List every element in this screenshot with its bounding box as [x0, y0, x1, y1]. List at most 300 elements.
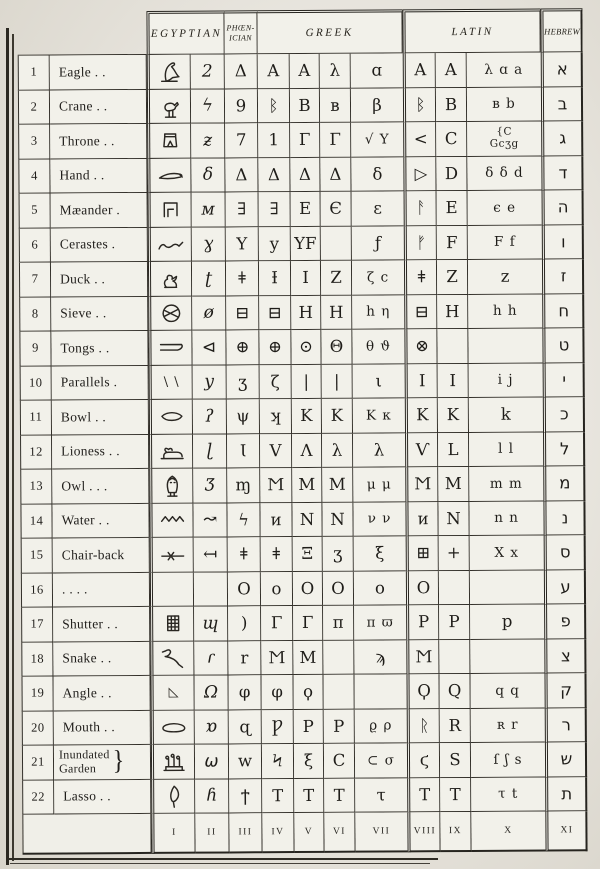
glyph-cell	[151, 779, 195, 814]
glyph-cell: <	[403, 122, 436, 157]
glyph-cell	[323, 675, 354, 710]
glyph-cell: z	[468, 260, 542, 295]
glyph-cell: ח	[542, 294, 584, 329]
table-corner-blank	[17, 11, 146, 56]
row-name-brace: }	[112, 746, 125, 777]
row-number: 3	[18, 125, 50, 160]
glyph-cell: ƒ	[352, 226, 404, 261]
mouth-hieroglyph-icon	[157, 712, 191, 741]
glyph-cell: є e	[468, 191, 542, 226]
row-name	[50, 158, 147, 193]
row-number: 8	[19, 297, 51, 332]
glyph-cell: ϙ	[293, 675, 323, 710]
row-name-label: Water . .	[61, 512, 110, 528]
glyph-cell: ∃	[226, 192, 259, 227]
glyph-cell: M	[438, 467, 469, 502]
row-name-label: Mæander .	[59, 201, 121, 218]
column-numeral: VI	[324, 813, 355, 853]
column-numeral: VIII	[407, 812, 440, 852]
row-name-label: Inundated Garden	[58, 747, 110, 776]
glyph-cell: I	[405, 364, 438, 399]
glyph-cell: τ t	[471, 777, 545, 812]
glyph-cell: q q	[470, 674, 544, 709]
glyph-cell: ɰ	[194, 606, 228, 641]
row-name	[54, 745, 151, 780]
column-numeral: XI	[545, 811, 587, 851]
glyph-cell: ᚠ	[404, 226, 437, 261]
maeander-hieroglyph-icon	[154, 195, 188, 224]
row-name-label: Mouth . .	[62, 719, 116, 735]
glyph-cell: ⊟	[404, 295, 437, 330]
glyph-cell: T	[440, 777, 471, 812]
glyph-cell	[150, 538, 194, 573]
glyph-cell: B	[290, 88, 320, 123]
glyph-cell: E	[291, 192, 321, 227]
glyph-cell: N	[322, 502, 353, 537]
glyph-cell: ϡ	[354, 640, 406, 675]
glyph-cell: ǂ	[226, 261, 259, 296]
glyph-cell: P	[439, 605, 470, 640]
glyph-cell: ɑ	[351, 53, 403, 88]
glyph-cell: l l	[469, 432, 543, 467]
glyph-cell: מ	[543, 466, 585, 501]
glyph-cell: Ʒ	[193, 468, 227, 503]
glyph-cell: Ѵ	[405, 433, 438, 468]
glyph-cell: θ ϑ	[352, 329, 404, 364]
column-numeral: V	[294, 813, 324, 853]
glyph-cell: {C Gcʒg	[467, 122, 541, 157]
glyph-cell: y	[193, 365, 227, 400]
glyph-cell: ɾ	[194, 641, 228, 676]
row-number: 10	[20, 366, 52, 401]
glyph-cell: λ	[320, 54, 351, 89]
glyph-cell: ט	[542, 328, 584, 363]
glyph-cell: Z	[437, 260, 468, 295]
glyph-cell: w	[229, 744, 262, 779]
glyph-cell: Q	[439, 674, 470, 709]
glyph-cell: ᚨ	[404, 191, 437, 226]
glyph-cell: ◺	[150, 676, 194, 711]
glyph-cell: I	[291, 261, 321, 296]
glyph-cell: Γ	[293, 606, 323, 641]
glyph-cell	[354, 674, 406, 709]
water-hieroglyph-icon	[155, 505, 189, 534]
glyph-cell: ש	[545, 742, 587, 777]
column-numeral: III	[229, 813, 262, 853]
glyph-cell	[150, 641, 194, 676]
row-number: 21	[22, 746, 54, 781]
glyph-cell: ᛒ	[258, 89, 290, 124]
glyph-cell: h η	[352, 295, 404, 330]
glyph-cell: M	[322, 468, 353, 503]
glyph-cell: T	[294, 778, 324, 813]
glyph-cell: Ϻ	[406, 640, 439, 675]
column-numeral: I	[151, 814, 195, 854]
glyph-cell: N	[292, 502, 322, 537]
row-name	[51, 262, 148, 297]
glyph-cell: Δ	[225, 54, 258, 89]
glyph-cell: ↝	[193, 503, 227, 538]
glyph-cell: B	[436, 87, 467, 122]
glyph-cell: K	[405, 398, 438, 433]
column-numeral: IV	[262, 813, 294, 853]
glyph-cell: ʈ	[192, 261, 226, 296]
glyph-cell	[147, 158, 191, 193]
glyph-cell: ƶ	[191, 123, 225, 158]
row-number: 15	[21, 539, 53, 574]
glyph-cell: A	[258, 54, 290, 89]
row-name	[53, 607, 150, 642]
glyph-cell: ɋ	[229, 710, 262, 745]
glyph-cell: Γ	[261, 606, 293, 641]
crane-hieroglyph-icon	[153, 91, 187, 120]
glyph-cell: R	[440, 708, 471, 743]
glyph-cell	[323, 640, 354, 675]
glyph-cell: δ δ d	[467, 156, 541, 191]
glyph-cell: ↤	[194, 537, 228, 572]
glyph-cell: ו	[542, 225, 584, 260]
glyph-cell: ⊞	[406, 536, 439, 571]
glyph-cell: k	[469, 398, 543, 433]
glyph-cell: Δ	[290, 157, 320, 192]
row-name	[53, 538, 150, 573]
glyph-cell: O	[323, 571, 354, 606]
glyph-cell: Y	[226, 227, 259, 262]
glyph-cell: )	[228, 606, 261, 641]
glyph-cell: φ	[261, 675, 293, 710]
footer-blank	[22, 814, 151, 855]
glyph-cell: ב	[541, 87, 583, 122]
glyph-cell: √ Υ	[351, 122, 403, 157]
glyph-cell: י	[543, 363, 585, 398]
glyph-cell: Z	[321, 261, 352, 296]
eagle-hieroglyph-icon	[153, 57, 187, 86]
glyph-cell: ז	[542, 259, 584, 294]
glyph-cell: P	[406, 605, 439, 640]
glyph-cell: ▷	[403, 157, 436, 192]
row-name-label: . . . .	[61, 581, 88, 597]
glyph-cell	[470, 570, 544, 605]
snake-hieroglyph-icon	[156, 643, 190, 672]
glyph-cell: δ	[351, 157, 403, 192]
row-name	[52, 503, 149, 538]
row-name-label: Duck . .	[60, 270, 106, 287]
glyph-cell: E	[437, 191, 468, 226]
row-name	[50, 55, 147, 90]
page-border-bottom-inner	[10, 863, 430, 864]
glyph-cell: 9	[225, 89, 258, 124]
glyph-cell: ג	[541, 121, 583, 156]
glyph-cell: τ	[355, 778, 407, 813]
row-name-label: Lioness . .	[61, 443, 120, 459]
row-number: 19	[21, 677, 53, 712]
glyph-cell: ϯ	[229, 779, 262, 814]
row-name	[53, 641, 150, 676]
glyph-cell: C	[436, 122, 467, 157]
glyph-cell: ⊟	[226, 296, 259, 331]
row-name	[53, 676, 150, 711]
row-number: 7	[19, 263, 51, 298]
row-number: 6	[19, 228, 51, 263]
row-name	[50, 89, 147, 124]
glyph-cell	[151, 745, 195, 780]
row-number: 1	[18, 56, 50, 91]
glyph-cell: M	[292, 468, 322, 503]
glyph-cell: ϟ	[227, 503, 260, 538]
glyph-cell: ʙ	[320, 88, 351, 123]
glyph-cell: Ɨ	[259, 261, 291, 296]
glyph-cell: p	[470, 605, 544, 640]
glyph-cell: ד	[541, 156, 583, 191]
glyph-cell: \ \	[149, 365, 193, 400]
row-name-label: Shutter . .	[62, 615, 119, 632]
glyph-cell: D	[436, 156, 467, 191]
glyph-cell: נ	[543, 501, 585, 536]
glyph-cell: ע	[544, 570, 586, 605]
glyph-cell: Ϻ	[260, 468, 292, 503]
glyph-cell: 1	[258, 123, 290, 158]
glyph-cell	[149, 469, 193, 504]
row-number: 20	[22, 711, 54, 746]
glyph-cell: β	[351, 88, 403, 123]
glyph-cell	[148, 262, 192, 297]
throne-hieroglyph-icon	[153, 126, 187, 155]
glyph-cell: T	[324, 778, 355, 813]
glyph-cell: A	[403, 53, 436, 88]
row-name-label: Lasso . .	[63, 788, 111, 804]
glyph-cell	[148, 193, 192, 228]
glyph-cell: ⊕	[259, 330, 291, 365]
row-name	[52, 469, 149, 504]
glyph-cell: ν ν	[353, 502, 405, 537]
glyph-cell: Ϟ	[262, 744, 294, 779]
tongs-hieroglyph-icon	[154, 333, 188, 362]
glyph-cell: K	[292, 399, 322, 434]
glyph-cell: y	[259, 227, 291, 262]
glyph-cell	[148, 227, 192, 262]
row-number: 13	[20, 470, 52, 505]
row-name-label: Throne . .	[59, 132, 115, 149]
glyph-cell: ϟ	[191, 89, 225, 124]
glyph-cell: Є	[321, 192, 352, 227]
glyph-cell: YF	[291, 226, 321, 261]
duck-hieroglyph-icon	[154, 264, 188, 293]
glyph-cell	[149, 400, 193, 435]
glyph-cell: |	[292, 364, 322, 399]
row-name	[52, 400, 149, 435]
glyph-cell: א	[541, 52, 583, 87]
row-name	[52, 434, 149, 469]
glyph-cell	[151, 710, 195, 745]
glyph-cell: ɦ	[195, 779, 229, 814]
glyph-cell: A	[436, 53, 467, 88]
column-numeral: IX	[440, 812, 471, 852]
row-name	[54, 779, 151, 814]
glyph-cell: M	[293, 640, 323, 675]
row-name	[51, 193, 148, 228]
row-number: 14	[20, 504, 52, 539]
glyph-cell: i j	[469, 363, 543, 398]
glyph-cell: X x	[470, 536, 544, 571]
row-name-label: Crane . .	[58, 98, 108, 114]
bowl-hieroglyph-icon	[155, 402, 189, 431]
glyph-cell: h h	[468, 294, 542, 329]
shutter-hieroglyph-icon	[156, 609, 190, 638]
glyph-cell: Ϻ	[261, 641, 293, 676]
glyph-cell: ᚱ	[407, 709, 440, 744]
glyph-cell: ᛒ	[403, 88, 436, 123]
glyph-cell: Θ	[321, 330, 352, 365]
column-numeral: X	[471, 812, 545, 852]
glyph-cell: Ϙ	[406, 674, 439, 709]
page-border-left-outer	[6, 28, 9, 865]
glyph-cell: O	[293, 571, 323, 606]
glyph-cell: ʙ b	[467, 87, 541, 122]
glyph-cell: ψ	[227, 399, 260, 434]
glyph-cell: π	[323, 606, 354, 641]
row-name	[52, 365, 149, 400]
glyph-cell: N	[438, 501, 469, 536]
glyph-cell: I	[438, 363, 469, 398]
glyph-cell	[150, 572, 194, 607]
glyph-cell: ɒ	[195, 710, 229, 745]
glyph-cell: ζ	[260, 365, 292, 400]
glyph-cell: T	[407, 778, 440, 813]
glyph-cell: O	[406, 571, 439, 606]
row-name-label: Cerastes .	[59, 236, 116, 252]
row-name	[51, 296, 148, 331]
column-group-hebrew: HEBREW	[540, 8, 582, 52]
glyph-cell: ⊲	[192, 330, 226, 365]
glyph-cell: K	[322, 399, 353, 434]
glyph-cell: ⊕	[226, 330, 259, 365]
glyph-cell: λ	[322, 433, 353, 468]
glyph-cell: H	[291, 295, 321, 330]
row-number: 11	[20, 401, 52, 436]
row-number: 2	[18, 90, 50, 125]
glyph-cell: ϱ ρ	[355, 709, 407, 744]
row-number: 16	[21, 573, 53, 608]
glyph-cell: ʒ	[227, 365, 260, 400]
lasso-hieroglyph-icon	[157, 781, 191, 810]
row-name-label: Parallels .	[60, 374, 118, 390]
glyph-cell: μ μ	[353, 467, 405, 502]
glyph-cell: ⊂ σ	[355, 743, 407, 778]
glyph-cell: π ϖ	[354, 605, 406, 640]
glyph-cell: ǂ	[228, 537, 261, 572]
glyph-cell: S	[440, 743, 471, 778]
glyph-cell: C	[324, 744, 355, 779]
glyph-cell: ᴍ	[192, 192, 226, 227]
glyph-cell: P	[324, 709, 355, 744]
glyph-cell	[148, 331, 192, 366]
page-border-left-inner	[12, 34, 14, 861]
owl-hieroglyph-icon	[155, 471, 189, 500]
glyph-cell	[439, 570, 470, 605]
glyph-cell: ר	[545, 708, 587, 743]
glyph-cell: Ϻ	[405, 467, 438, 502]
glyph-cell	[194, 572, 228, 607]
glyph-cell: Λ	[292, 433, 322, 468]
row-name	[50, 124, 147, 159]
glyph-cell: λ ɑ a	[467, 53, 541, 88]
glyph-cell: ʞ	[260, 399, 292, 434]
glyph-cell: צ	[544, 639, 586, 674]
column-group-phoenician: PHŒN- ICIAN	[224, 10, 257, 54]
glyph-cell: ǂ	[261, 537, 293, 572]
glyph-cell: λ	[353, 433, 405, 468]
glyph-cell: ⊙	[291, 330, 321, 365]
sieve-hieroglyph-icon	[154, 298, 188, 327]
glyph-cell: K κ	[353, 398, 405, 433]
glyph-cell: F f	[468, 225, 542, 260]
glyph-cell: Γ	[320, 123, 351, 158]
glyph-cell: φ	[228, 675, 261, 710]
glyph-cell: Ξ	[293, 537, 323, 572]
row-name-label: Bowl . .	[60, 408, 107, 425]
glyph-cell	[468, 329, 542, 364]
row-number: 5	[19, 194, 51, 229]
glyph-cell: o	[354, 571, 406, 606]
glyph-cell: ϛ	[407, 743, 440, 778]
chairback-hieroglyph-icon	[156, 540, 190, 569]
glyph-cell: L	[438, 432, 469, 467]
glyph-cell: ᴎ	[405, 502, 438, 537]
glyph-cell: ק	[544, 673, 586, 708]
row-name	[51, 227, 148, 262]
glyph-cell: K	[438, 398, 469, 433]
glyph-cell: ſ ʃ s	[471, 743, 545, 778]
glyph-cell: ⊟	[259, 296, 291, 331]
glyph-cell: ɣ	[192, 227, 226, 262]
row-name-label: Snake . .	[62, 650, 112, 666]
glyph-cell: Δ	[320, 157, 351, 192]
glyph-cell: ξ	[294, 744, 324, 779]
glyph-cell	[321, 226, 352, 261]
hand-hieroglyph-icon	[153, 160, 187, 189]
glyph-cell: Ω	[194, 675, 228, 710]
column-numeral: VII	[355, 812, 407, 852]
glyph-cell: 2	[191, 54, 225, 89]
glyph-cell: δ	[191, 158, 225, 193]
row-name	[51, 331, 148, 366]
column-group-egyptian: EGYPTIAN	[146, 10, 224, 54]
glyph-cell	[470, 639, 544, 674]
glyph-cell: ∃	[259, 192, 291, 227]
glyph-cell: F	[437, 225, 468, 260]
glyph-cell: r	[228, 641, 261, 676]
glyph-cell	[147, 89, 191, 124]
row-name	[53, 572, 150, 607]
glyph-cell: 7	[225, 123, 258, 158]
glyph-cell: ת	[545, 777, 587, 812]
glyph-cell: ᴎ	[260, 503, 292, 538]
glyph-cell	[148, 296, 192, 331]
row-number: 4	[18, 159, 50, 194]
row-name-label: Sieve . .	[60, 305, 107, 321]
glyph-cell	[150, 607, 194, 642]
glyph-cell: ξ	[354, 536, 406, 571]
glyph-cell: Δ	[258, 158, 290, 193]
row-name-label: Tongs . .	[60, 339, 110, 356]
glyph-cell: Ƿ	[262, 710, 294, 745]
glyph-cell: o	[261, 572, 293, 607]
glyph-cell: ζ ϲ	[352, 260, 404, 295]
glyph-cell: +	[439, 536, 470, 571]
glyph-cell: ל	[543, 432, 585, 467]
glyph-cell: |	[322, 364, 353, 399]
glyph-cell: P	[294, 709, 324, 744]
